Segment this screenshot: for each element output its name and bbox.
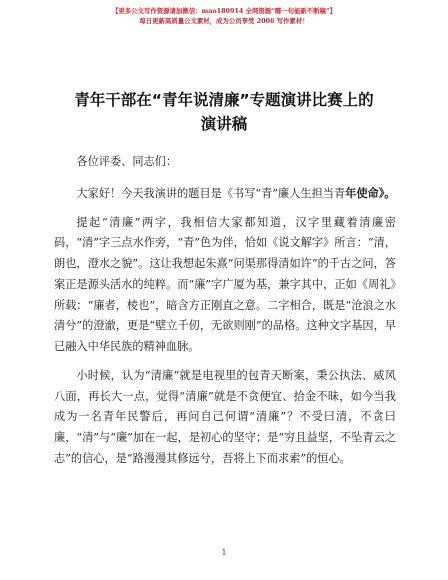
title-line-1: 青年干部在“青年说清廉”专题演讲比赛上的 — [74, 91, 374, 109]
intro-text-bold: 年使命》。 — [345, 185, 396, 200]
paragraph-2: 提起“清廉”两字，我相信大家都知道，汉字里藏着清廉密码，“清”字三点水作旁，“青”色为伴，恰如《说文解字》所言：“清，朗也，澄水之貌”。这让我想起朱熹“问渠那得清如许”的千古之问，答案正是源头活水的纯粹。而“廉”字广厦为基，兼字其中，正如《周礼》所载：“廉者，棱也”，暗含方正刚直之意。二字相合，既是“沧浪之水清兮”的澄澈，更是“壁立千仞，无欲则刚”的品格。这种文字基因，早已融入中华民族的精神血脉。 — [54, 215, 396, 353]
greeting: 各位评委、同志们： — [76, 155, 178, 168]
document-body — [54, 152, 396, 478]
header-banner-line-1: 【更多公文写作资源请加微信：mao180914 全网资源“哪一句能新不断稿”】 — [112, 7, 336, 15]
header-banner-line-2: 每日更新高质量公文素材，成为公员享受 2006 写作素材！ — [139, 17, 309, 25]
title-line-2: 演讲稿 — [200, 115, 248, 133]
paragraph-intro — [54, 183, 396, 205]
page-number: 1 — [221, 548, 227, 557]
document-title — [36, 88, 412, 136]
intro-text: 大家好！今天我演讲的题目是《书写“青”廉人生担当青 — [76, 186, 346, 200]
paragraph-3: 小时候，认为“清廉”就是电视里的包青天断案，秉公执法、威风八面，再长大一点，觉得“清廉”就是不贪便宜、拾金不昧，如今当我成为一名青年民警后，再问自己何谓“清廉”？不受曰清，不贪曰廉，“清”与“廉”加在一起，是初心的坚守；是“穷且益坚，不坠青云之志”的信心，是“路漫漫其修远兮，吾将上下而求索”的恒心。 — [54, 368, 396, 465]
